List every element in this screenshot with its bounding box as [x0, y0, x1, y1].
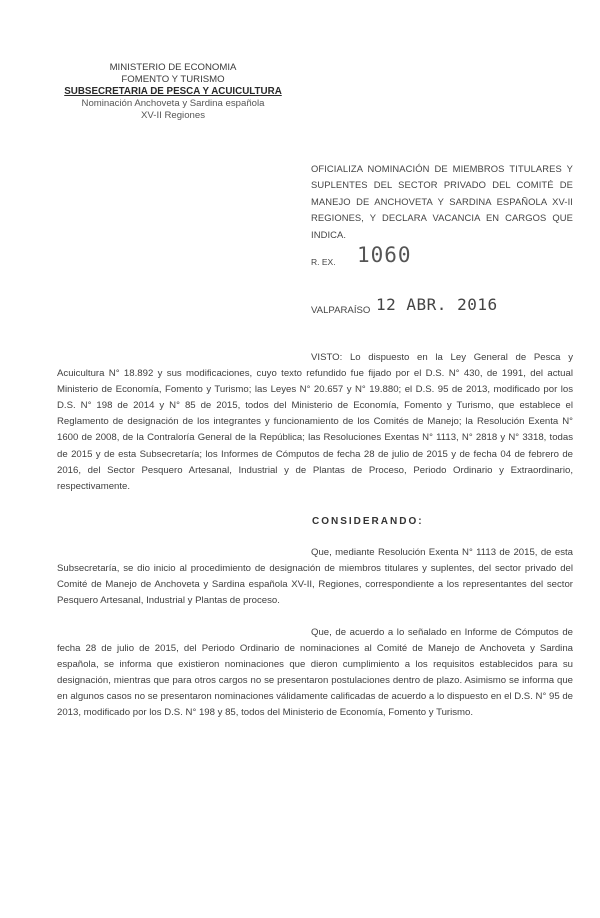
considerando-paragraph-2: Que, de acuerdo a lo señalado en Informe de Cómputos de fecha 28 de julio de 2015, del Periodo Ordinario de nominaciones al Comité de Manejo de Anchoveta y Sardina española, se informa que existieron nominaciones que dieron cumplimiento a los requisitos establecidos para su designación, mientras que para otros cargos no se presentaron postulaciones dentro de plazo. Asimismo se informa que en algunos casos no se presentaron nominaciones válidamente calificadas de acuerdo a lo dispuesto en el D.S. N° 95 de 2013, modificado por los D.S. N° 198 y 85, todos del Ministerio de Economía, Fomento y Turismo. [57, 627, 573, 719]
ministry-name: MINISTERIO DE ECONOMIA [109, 62, 237, 73]
visto-paragraph: VISTO: Lo dispuesto en la Ley General de Pesca y Acuicultura N° 18.892 y sus modificaciones, cuyo texto refundido fue fijado por el D.S. N° 430, de 1991, del actual Ministerio de Economía, Fomento y Turismo; las Leyes N° 20.657 y N° 19.880; el D.S. 95 de 2013, modificado por los D.S. N° 198 de 2014 y N° 85 de 2015, todos del Ministerio de Economía, Fomento y Turismo, que establece el Reglamento de designación de los integrantes y funcionamiento de los Comités de Manejo; la Resolución Exenta N° 1600 de 2008, de la Contraloría General de la República; las Resoluciones Exentas N° 1113, N° 2818 y N° 3318, todas de 2015 y de esta Subsecretaría; los Informes de Cómputos de fecha 28 de julio de 2015 y de fecha 04 de febrero de 2016, del Sector Pesquero Artesanal, Industrial y de Plantas de Proceso, Periodo Ordinario y Extraordinario, respectivamente. [57, 352, 573, 492]
document-title: OFICIALIZA NOMINACIÓN DE MIEMBROS TITULARES Y SUPLENTES DEL SECTOR PRIVADO DEL COMITÉ DE MANEJO DE ANCHOVETA Y SARDINA ESPAÑOLA XV-II REGIONES, Y DECLARA VACANCIA EN CARGOS QUE INDICA. [311, 163, 573, 240]
place-label: VALPARAÍSO [311, 305, 371, 316]
subsecretaria-name: SUBSECRETARIA DE PESCA Y ACUICULTURA [64, 86, 282, 97]
ministry-subname: FOMENTO Y TURISMO [121, 74, 225, 85]
resolution-label: R. EX. [311, 257, 336, 267]
considerando-heading: CONSIDERANDO: [312, 516, 424, 527]
nomination-subject: Nominación Anchoveta y Sardina española [81, 98, 265, 109]
resolution-date-stamp: 12 ABR. 2016 [376, 295, 498, 314]
considerando-paragraph-1: Que, mediante Resolución Exenta N° 1113 de 2015, de esta Subsecretaría, se dio inicio al procedimiento de designación de miembros titulares y suplentes, del sector privado del Comité de Manejo de Anchoveta y Sardina española XV-II, Regiones, correspondiente a los representantes del sector Pesquero Artesanal, Industrial y Plantas de proceso. [57, 547, 573, 607]
resolution-number: 1060 [357, 243, 412, 267]
regions-label: XV-II Regiones [141, 110, 205, 121]
letterhead [58, 62, 288, 122]
